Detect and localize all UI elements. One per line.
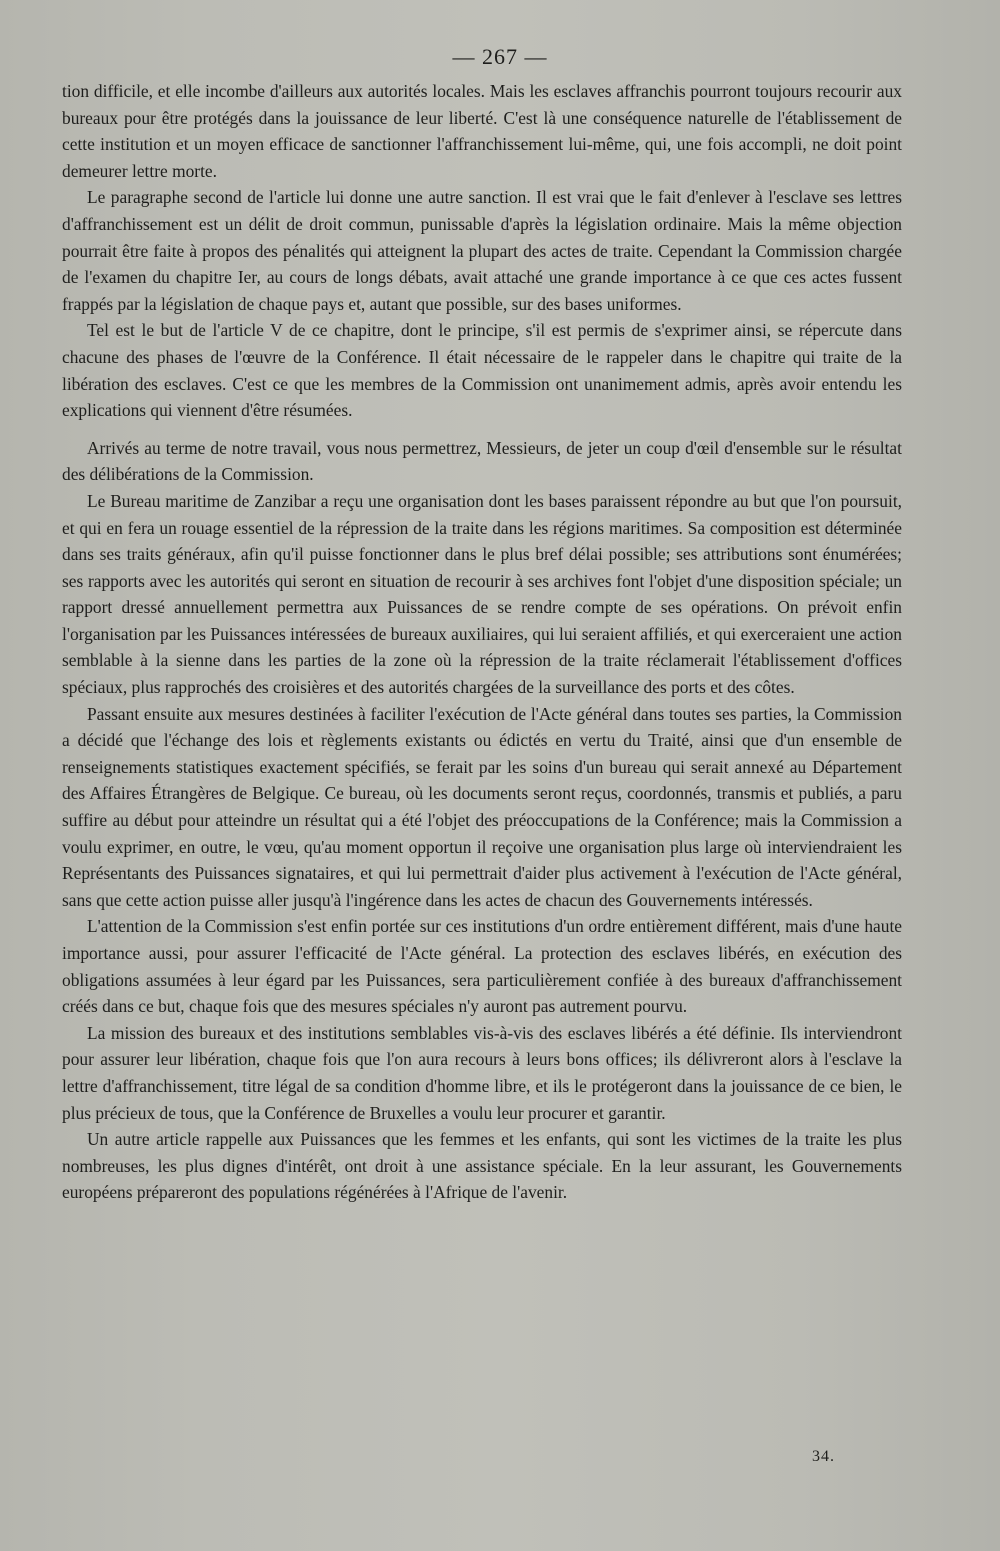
paragraph: Le paragraphe second de l'article lui donne une autre sanction. Il est vrai que le fait d'enlever à l'esclave ses lettres d'affranchissement est un délit de droit commun, punissable d'après la législation ordinaire. Mais la même objection pourrait être faite à propos des pénalités qui atteignent la plupart des actes de traite. Cependant la Commission chargée de l'examen du chapitre Ier, au cours de longs débats, avait attaché une grande importance à ce que ces actes fussent frappés par la législation de chaque pays et, autant que possible, sur des bases uniformes. bbox=[62, 187, 902, 314]
paragraph: Tel est le but de l'article V de ce chapitre, dont le principe, s'il est permis de s'exprimer ainsi, se répercute dans chacune des phases de l'œuvre de la Conférence. Il était nécessaire de le rappeler dans le chapitre qui traite de la libération des esclaves. C'est ce que les membres de la Commission ont unanimement admis, après avoir entendu les explications qui viennent d'être résumées. bbox=[62, 320, 902, 421]
paragraph: La mission des bureaux et des institutions semblables vis-à-vis des esclaves libérés a été définie. Ils interviendront pour assurer leur libération, chaque fois que l'on aura recours à leurs bons offices; ils délivreront alors à l'esclave la lettre d'affranchissement, titre légal de sa condition d'homme libre, et ils le protégeront dans la jouissance de ce bien, le plus précieux de tous, que la Conférence de Bruxelles a voulu leur procurer et garantir. bbox=[62, 1022, 902, 1123]
body-text bbox=[62, 78, 902, 1206]
paragraph: Passant ensuite aux mesures destinées à faciliter l'exécution de l'Acte général dans toutes ses parties, la Commission a décidé que l'échange des lois et règlements existants ou édictés en vertu du Traité, ainsi que d'un ensemble de renseignements statistiques exactement spécifiés, se ferait par les soins d'un bureau qui serait annexé au Département des Affaires Étrangères de Belgique. Ce bureau, où les documents seront reçus, coordonnés, transmis et publiés, a paru suffire au début pour atteindre un résultat qui a été l'objet des préoccupations de la Conférence; mais la Commission a voulu exprimer, en outre, le vœu, qu'au moment opportun il reçoive une organisation plus large où interviendraient les Représentants des Puissances signataires, et qui lui permettrait d'aider plus activement à l'exécution de l'Acte général, sans que cette action puisse aller jusqu'à l'ingérence dans les actes de chacun des Gouvernements intéressés. bbox=[62, 703, 902, 910]
signature-mark: 34. bbox=[812, 1448, 835, 1465]
page-number: — 267 — bbox=[452, 44, 548, 69]
paragraph: L'attention de la Commission s'est enfin portée sur ces institutions d'un ordre entièrement différent, mais d'une haute importance aussi, pour assurer l'efficacité de l'Acte général. La protection des esclaves libérés, en exécution des obligations assumées à leur égard par les Puissances, sera particulièrement confiée à des bureaux d'affranchissement créés dans ce but, chaque fois que des mesures spéciales n'y auront pas autrement pourvu. bbox=[62, 916, 902, 1017]
paragraph: Le Bureau maritime de Zanzibar a reçu une organisation dont les bases paraissent répondre au but que l'on poursuit, et qui en fera un rouage essentiel de la répression de la traite dans les régions maritimes. Sa composition est déterminée dans ses traits généraux, afin qu'il puisse fonctionner dans le plus bref délai possible; ses attributions sont énumérées; ses rapports avec les autorités qui seront en situation de recourir à ses archives font l'objet d'une disposition spéciale; un rapport dressé annuellement permettra aux Puissances de se rendre compte de ses opérations. On prévoit enfin l'organisation par les Puissances intéressées de bureaux auxiliaires, qui lui seraient affiliés, et qui exerceraient une action semblable à la sienne dans les parties de la zone où la répression de la traite réclamerait l'établissement d'offices spéciaux, plus rapprochés des croisières et des autorités chargées de la surveillance des ports et des côtes. bbox=[62, 490, 902, 698]
paragraph-continuation: tion difficile, et elle incombe d'ailleurs aux autorités locales. Mais les esclaves affranchis pourront toujours recourir aux bureaux pour être protégés dans la jouissance de leur liberté. C'est là une conséquence naturelle de l'établissement de cette institution et un moyen efficace de sanctionner l'affranchissement lui-même, qui, une fois accompli, ne doit point demeurer lettre morte. bbox=[62, 81, 902, 181]
paragraph: Arrivés au terme de notre travail, vous nous permettrez, Messieurs, de jeter un coup d'œil d'ensemble sur le résultat des délibérations de la Commission. bbox=[62, 437, 902, 485]
paragraph: Un autre article rappelle aux Puissances que les femmes et les enfants, qui sont les victimes de la traite les plus nombreuses, les plus dignes d'intérêt, ont droit à une assistance spéciale. En la leur assurant, les Gouvernements européens prépareront des populations régénérées à l'Afrique de l'avenir. bbox=[62, 1129, 902, 1203]
